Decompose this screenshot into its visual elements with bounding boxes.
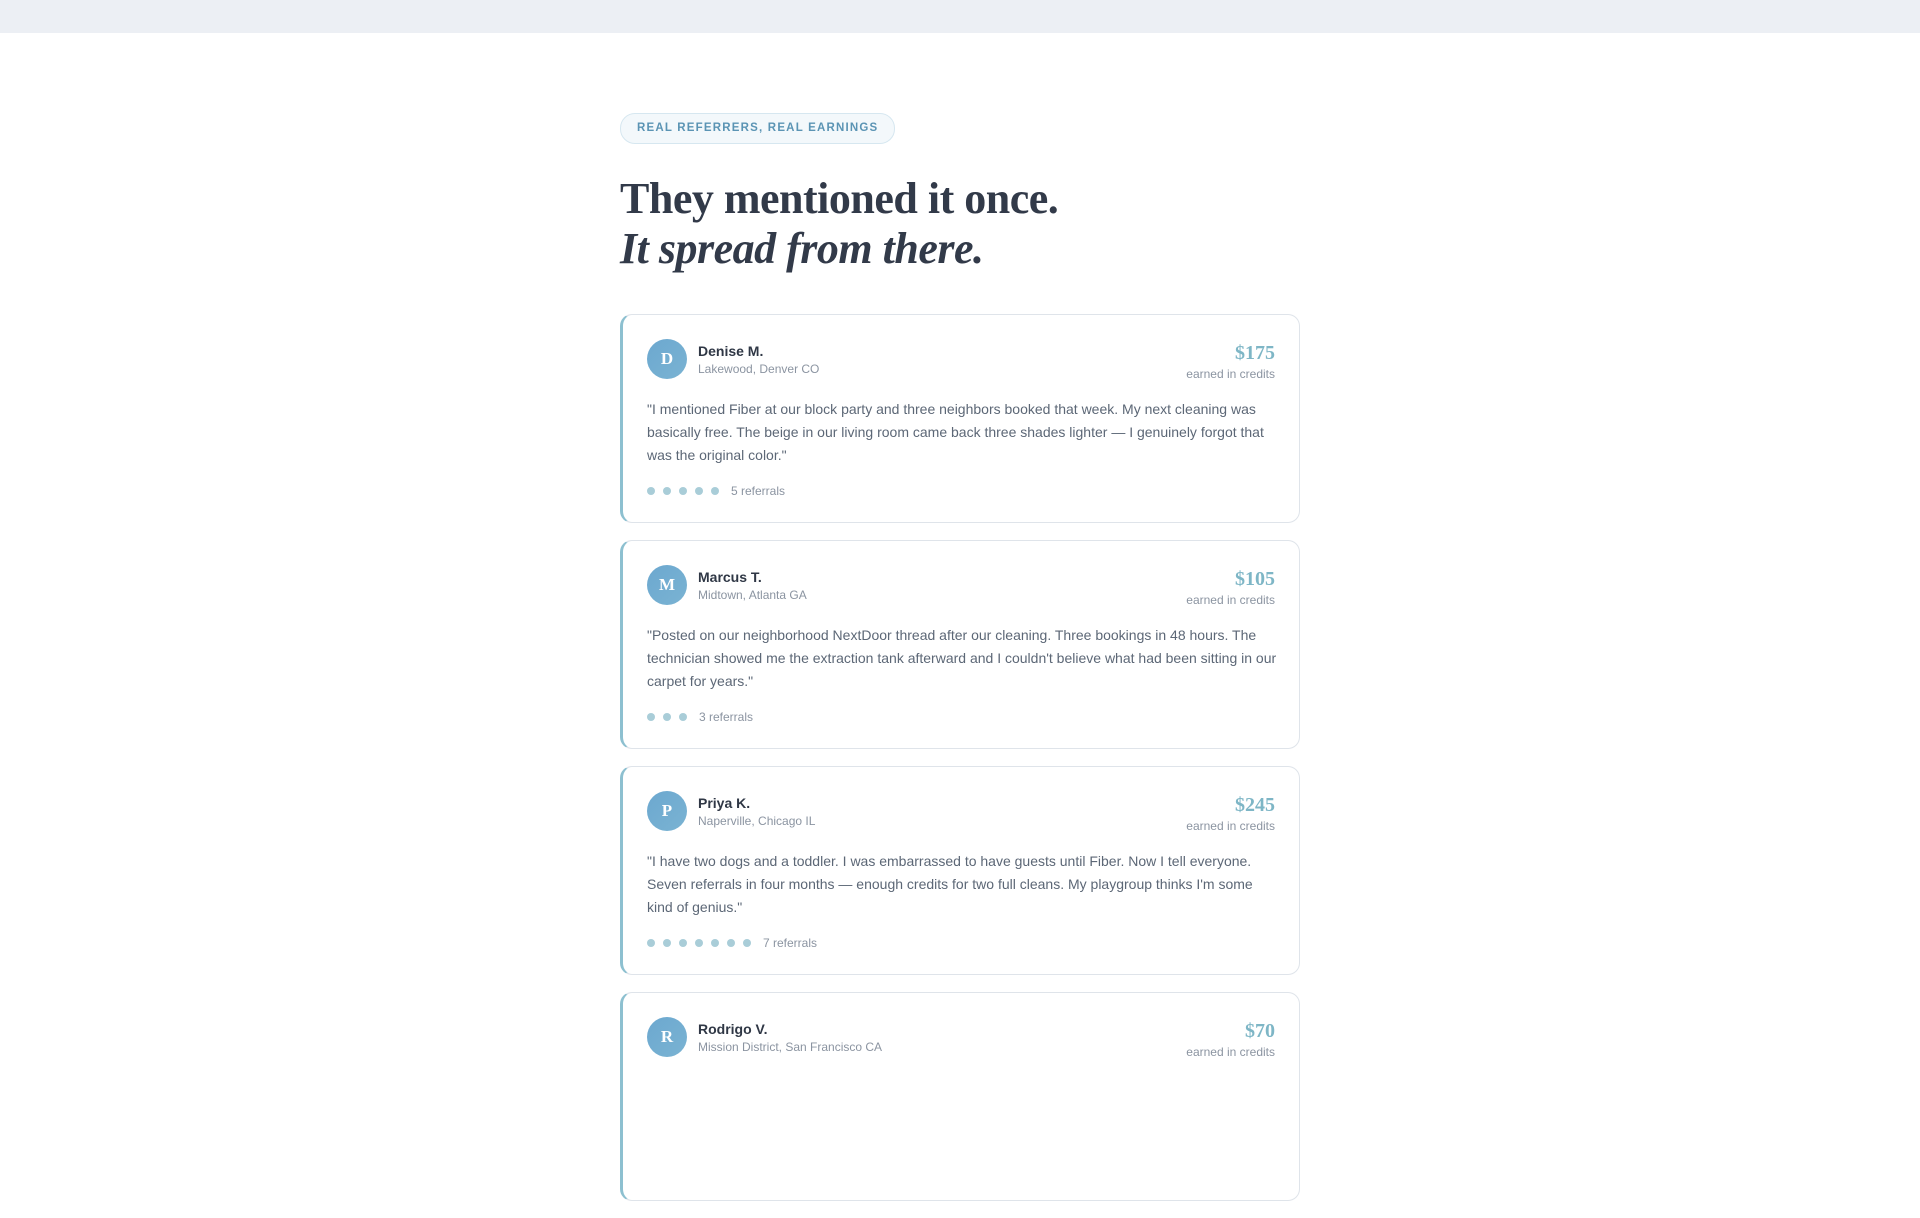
referrer-location: Lakewood, Denver CO xyxy=(698,362,820,376)
testimonial-quote: "Posted on our neighborhood NextDoor thread after our cleaning. Three bookings in 48 hours. The technician showed me the extraction tank afterward and I couldn't believe what had been sitting in our carpet for years." xyxy=(647,627,1277,689)
earned-caption: earned in credits xyxy=(1186,593,1275,607)
earned-caption: earned in credits xyxy=(1186,367,1275,381)
referral-dot xyxy=(695,939,703,947)
earned-amount: $70 xyxy=(1245,1020,1275,1042)
referral-dots xyxy=(647,939,759,947)
testimonial-card xyxy=(620,314,1300,523)
referral-indicator xyxy=(647,710,753,724)
testimonial-list xyxy=(620,314,1300,1201)
earned-caption: earned in credits xyxy=(1186,1045,1275,1059)
referral-count-label: 7 referrals xyxy=(763,936,818,950)
avatar: M xyxy=(647,565,687,605)
referral-indicator xyxy=(647,484,785,498)
referral-count-label: 3 referrals xyxy=(699,710,754,724)
eyebrow-badge: REAL REFERRERS, REAL EARNINGS xyxy=(620,113,895,144)
referrer-name: Marcus T. xyxy=(698,569,762,585)
referral-dot xyxy=(663,939,671,947)
referral-dot xyxy=(679,487,687,495)
earned-caption: earned in credits xyxy=(1186,819,1275,833)
avatar: P xyxy=(647,791,687,831)
testimonial-card xyxy=(620,992,1300,1201)
referral-dot xyxy=(647,713,655,721)
earned-amount: $175 xyxy=(1235,342,1275,364)
earned-amount: $245 xyxy=(1235,794,1275,816)
referral-count-label: 5 referrals xyxy=(731,484,786,498)
referral-dot xyxy=(695,487,703,495)
referral-testimonials-section xyxy=(620,113,1300,1218)
section-headline xyxy=(620,174,1300,274)
referrer-name: Priya K. xyxy=(698,795,751,811)
referrer-location: Midtown, Atlanta GA xyxy=(698,588,807,602)
testimonial-quote: "I mentioned Fiber at our block party and three neighbors booked that week. My next cleaning was basically free. The beige in our living room came back three shades lighter — I genuinely forgot that was the original color." xyxy=(647,401,1264,463)
referral-dot xyxy=(663,487,671,495)
headline-line-1: They mentioned it once. xyxy=(620,174,1059,223)
referral-dot xyxy=(647,939,655,947)
testimonial-quote: "I have two dogs and a toddler. I was embarrassed to have guests until Fiber. Now I tell everyone. Seven referrals in four months — enough credits for two full cleans. My playgroup thinks I'm some kind of genius." xyxy=(647,853,1253,915)
testimonial-card xyxy=(620,540,1300,749)
referrer-location: Mission District, San Francisco CA xyxy=(698,1040,883,1054)
referral-dot xyxy=(679,713,687,721)
referral-dot xyxy=(711,487,719,495)
referrer-name: Denise M. xyxy=(698,343,764,359)
referral-indicator xyxy=(647,936,817,950)
earned-amount: $105 xyxy=(1235,568,1275,590)
referrer-name: Rodrigo V. xyxy=(698,1021,768,1037)
top-bar xyxy=(0,0,1920,33)
headline-line-2: It spread from there. xyxy=(620,224,984,273)
referral-dot xyxy=(663,713,671,721)
referral-dot xyxy=(743,939,751,947)
referral-dots xyxy=(647,487,727,495)
referrer-location: Naperville, Chicago IL xyxy=(698,814,816,828)
avatar: R xyxy=(647,1017,687,1057)
avatar: D xyxy=(647,339,687,379)
referral-dot xyxy=(727,939,735,947)
referral-dots xyxy=(647,713,695,721)
testimonial-card xyxy=(620,766,1300,975)
referral-dot xyxy=(647,487,655,495)
referral-dot xyxy=(679,939,687,947)
referral-dot xyxy=(711,939,719,947)
